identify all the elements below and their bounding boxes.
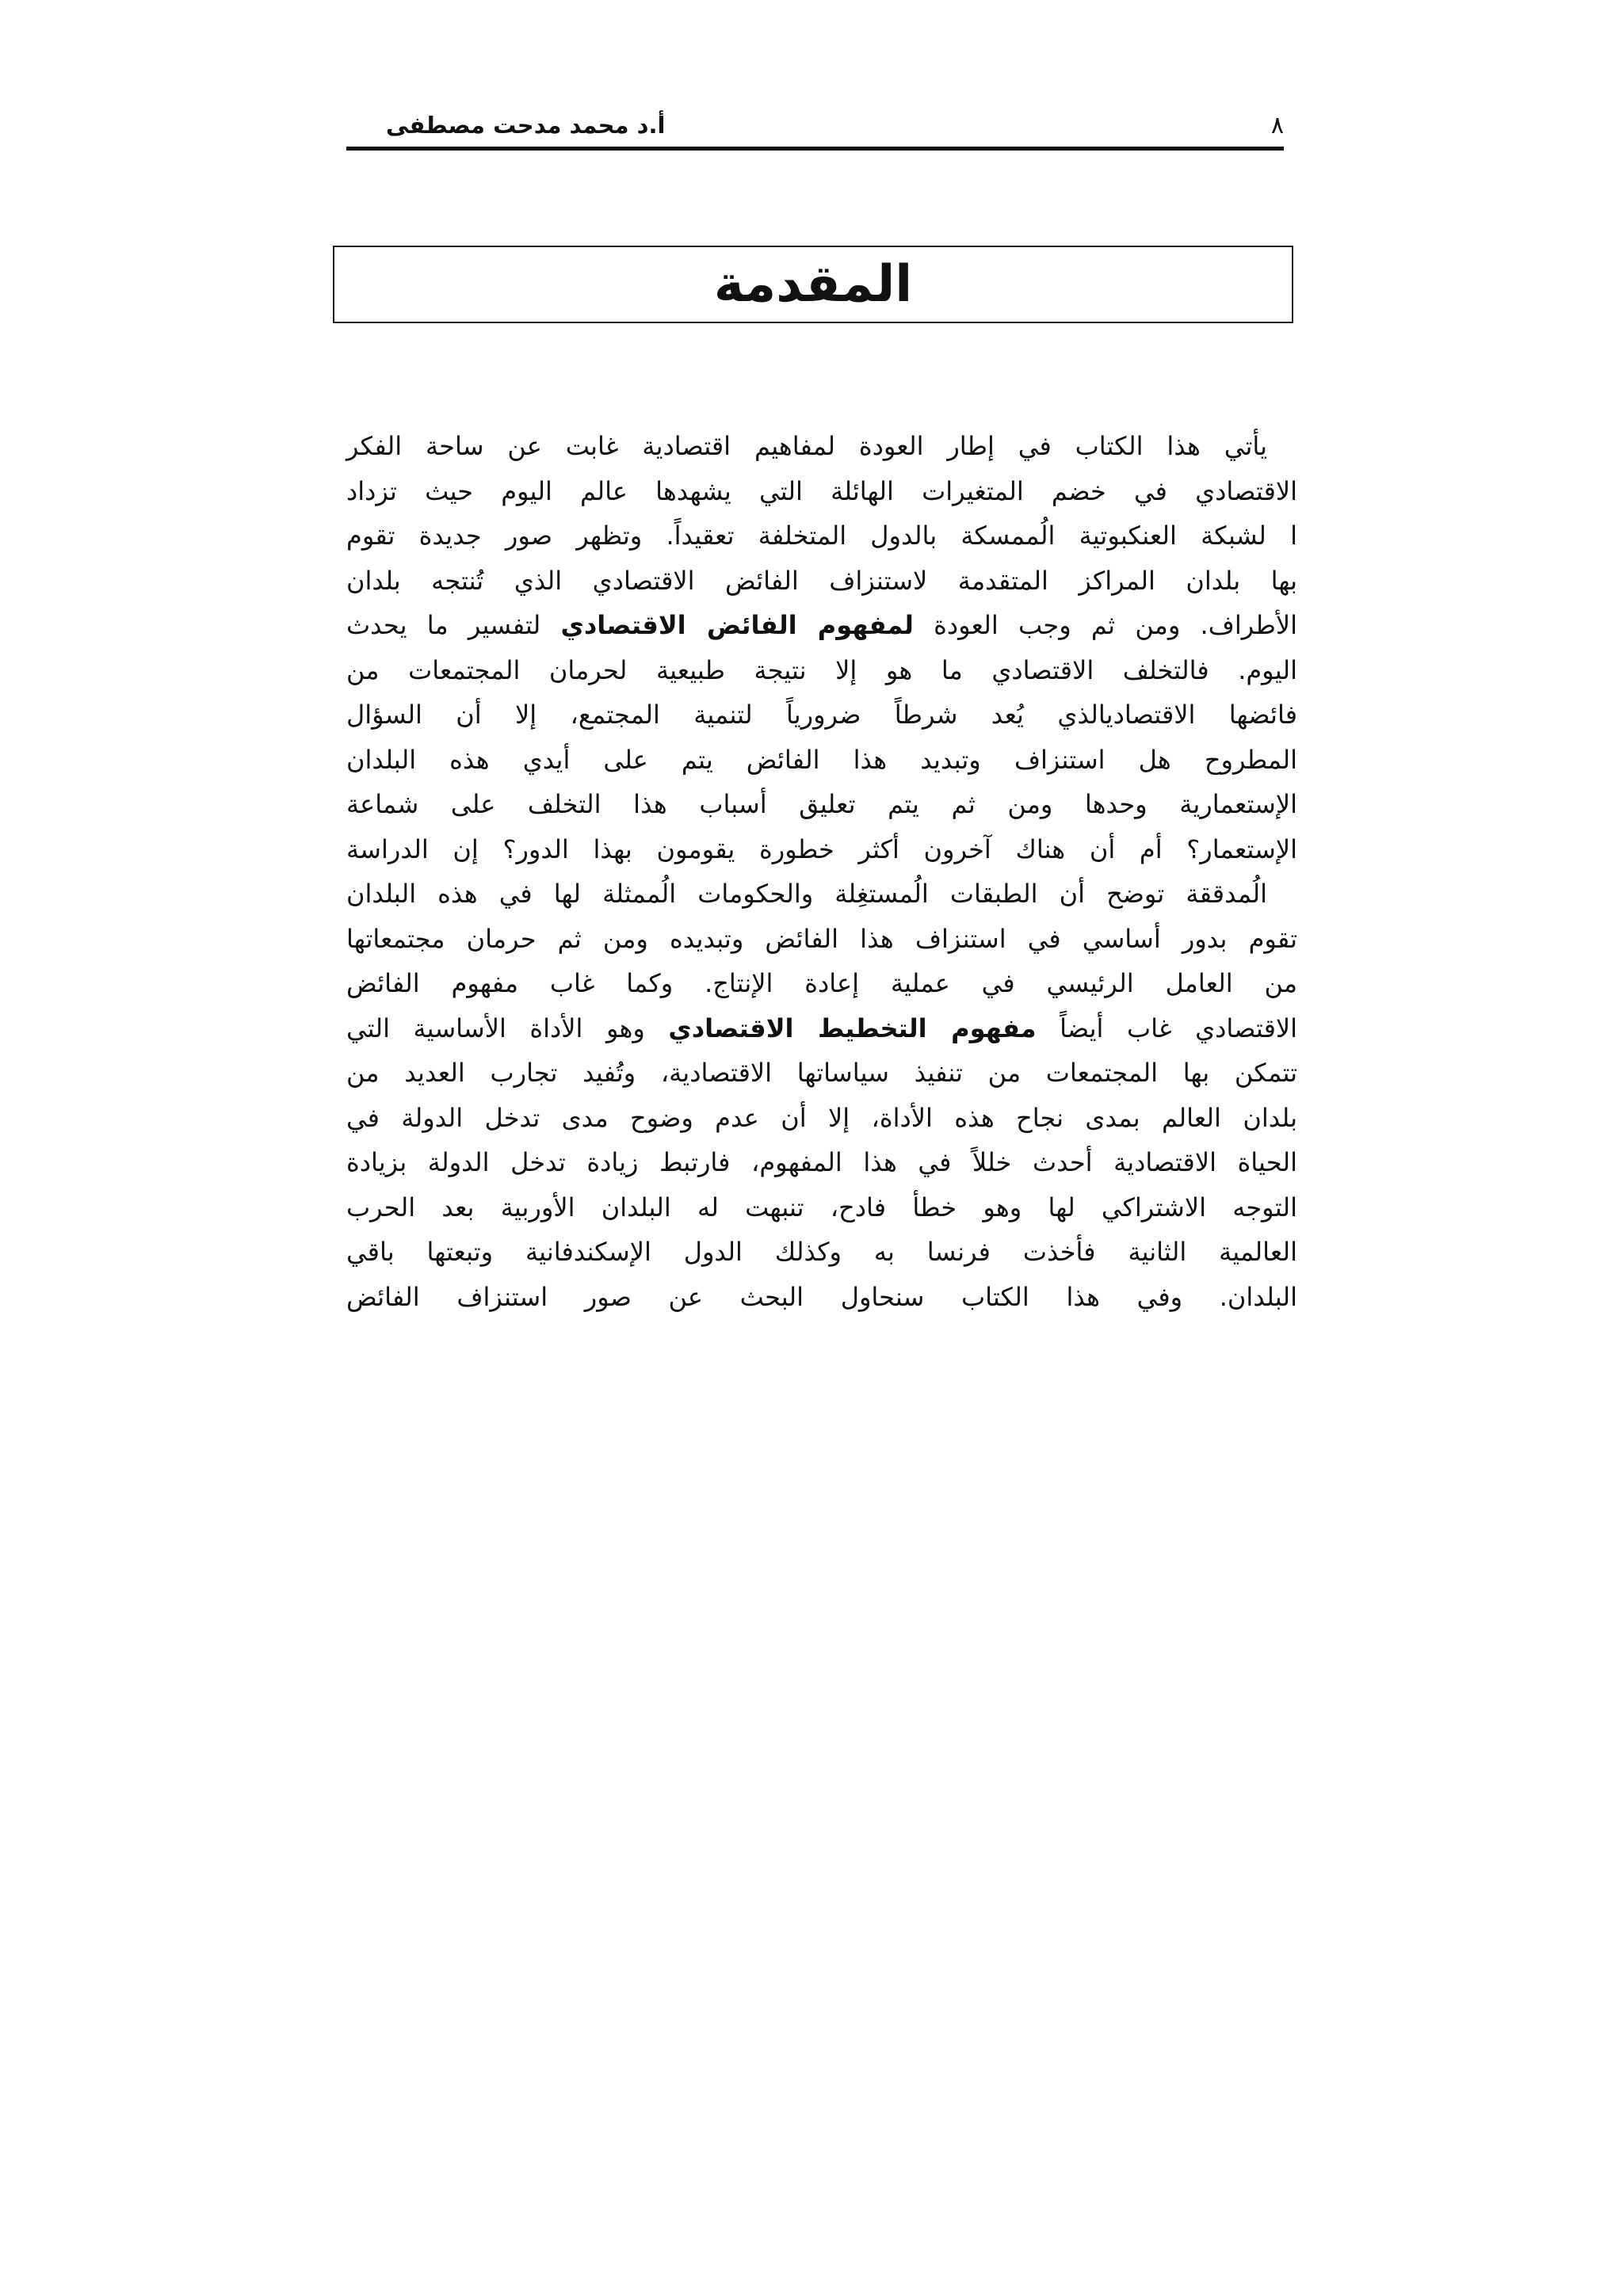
text-run: الأطراف. ومن ثم وجب العودة [913,610,1297,640]
text-line: ا لشبكة العنكبوتية الُممسكة بالدول المتخلفة تعقيداً. وتظهر صور جديدة تقوم [346,521,1297,551]
text-line: الإستعمار؟ أم أن هناك آخرون أكثر خطورة يقومون بهذا الدور؟ إن الدراسة [346,833,1297,864]
text-line: تتمكن بها المجتمعات من تنفيذ سياساتها الاقتصادية، وتُفيد تجارب العديد من [346,1058,1297,1088]
text-line: بها بلدان المراكز المتقدمة لاستنزاف الفائض الاقتصادي الذي تُنتجه بلدان [346,565,1297,596]
text-line: المطروح هل استنزاف وتبديد هذا الفائض يتم على أيدي هذه البلدان [346,744,1297,775]
text-line: تقوم بدور أساسي في استنزاف هذا الفائض وتبديده ومن ثم حرمان مجتمعاتها [346,923,1297,954]
text-run: لتفسير ما يحدث [346,610,561,640]
text-run: وهو الأداة الأساسية التي [346,1013,669,1043]
text-line: الحياة الاقتصادية أحدث خللاً في هذا المفهوم، فارتبط زيادة تدخل الدولة بزيادة [346,1147,1297,1177]
bold-term: مفهوم التخطيط الاقتصادي [668,1013,1037,1043]
text-line: الُمدققة توضح أن الطبقات الُمستغِلة والحكومات الُممثلة لها في هذه البلدان [346,879,1267,909]
text-line: البلدان. وفي هذا الكتاب سنحاول البحث عن صور استنزاف الفائض [346,1281,1297,1312]
text-line: التوجه الاشتراكي لها وهو خطأ فادح، تنبهت له البلدان الأوربية بعد الحرب [346,1192,1297,1222]
text-line: من العامل الرئيسي في عملية إعادة الإنتاج. وكما غاب مفهوم الفائض [346,968,1297,998]
bold-term: لمفهوم الفائض الاقتصادي [560,610,914,640]
text-line [346,1006,1297,1051]
text-run: الاقتصادي غاب أيضاً [1036,1013,1298,1043]
text-line: بلدان العالم بمدى نجاح هذه الأداة، إلا أن عدم وضوح مدى تدخل الدولة في [346,1102,1297,1133]
text-line: العالمية الثانية فأخذت فرنسا به وكذلك الدول الإسكندفانية وتبعتها باقي [346,1237,1297,1267]
page-number: ٨ [1270,112,1284,139]
chapter-title: المقدمة [713,255,913,314]
page-header [346,99,1284,147]
chapter-title-box [333,246,1293,323]
author-name: أ.د محمد مدحت مصطفى [386,112,666,139]
body-paragraph [346,424,1297,1319]
text-line: اليوم. فالتخلف الاقتصادي ما هو إلا نتيجة طبيعية لحرمان المجتمعات من [346,654,1297,685]
text-line: الإستعمارية وحدها ومن ثم يتم تعليق أسباب هذا التخلف على شماعة [346,789,1297,819]
text-line: فائضها الاقتصاديالذي يُعد شرطاً ضرورياً لتنمية المجتمع، إلا أن السؤال [346,700,1297,730]
header-rule [346,147,1284,151]
text-line: يأتي هذا الكتاب في إطار العودة لمفاهيم اقتصادية غابت عن ساحة الفكر [346,431,1267,461]
text-line [346,603,1297,648]
text-line: الاقتصادي في خضم المتغيرات الهائلة التي يشهدها عالم اليوم حيث تزداد [346,475,1297,506]
